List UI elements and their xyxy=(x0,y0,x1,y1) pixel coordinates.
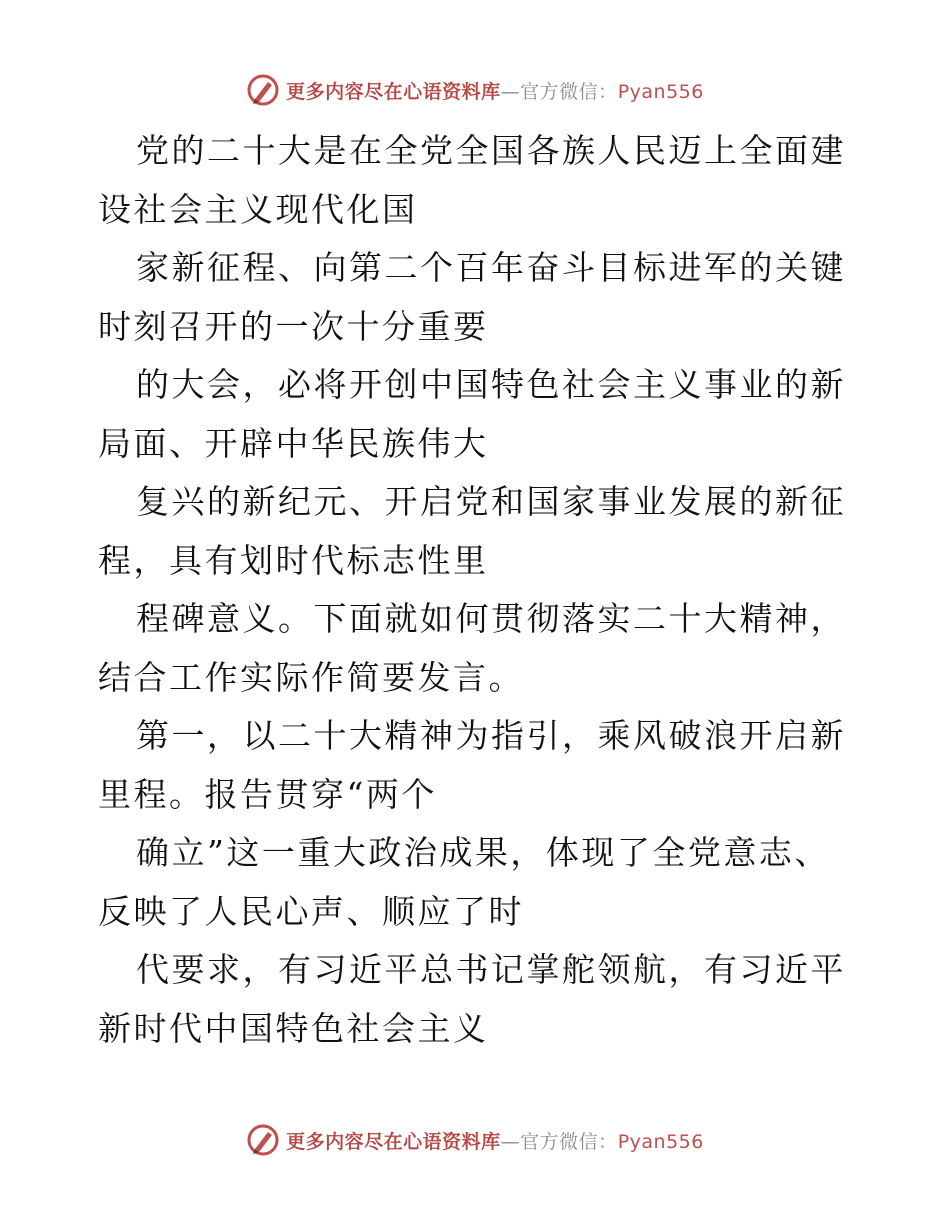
footer-banner-text xyxy=(286,1127,704,1154)
paragraph: 第一，以二十大精神为指引，乘风破浪开启新里程。报告贯穿“两个 xyxy=(98,716,846,814)
pen-logo-icon xyxy=(246,1123,280,1157)
footer-wechat-label: 官方微信： xyxy=(520,1130,618,1153)
footer-separator: — xyxy=(500,1130,521,1153)
paragraph: 家新征程、向第二个百年奋斗目标进军的关键时刻召开的一次十分重要 xyxy=(98,248,846,346)
header-wechat-id: Pyan556 xyxy=(617,80,704,103)
footer-wechat-id: Pyan556 xyxy=(617,1130,704,1153)
footer-banner xyxy=(0,1120,950,1160)
pen-logo-icon xyxy=(246,73,280,107)
paragraph: 党的二十大是在全党全国各族人民迈上全面建设社会主义现代化国 xyxy=(98,131,846,229)
paragraph: 代要求，有习近平总书记掌舵领航，有习近平新时代中国特色社会主义 xyxy=(98,950,846,1048)
header-banner xyxy=(0,70,950,110)
paragraph: 确立”这一重大政治成果，体现了全党意志、反映了人民心声、顺应了时 xyxy=(98,833,830,931)
paragraph: 的大会，必将开创中国特色社会主义事业的新局面、开辟中华民族伟大 xyxy=(98,365,846,463)
header-site-text: 更多内容尽在心语资料库 xyxy=(286,80,501,103)
document-body xyxy=(98,122,858,1058)
header-separator: — xyxy=(500,80,521,103)
header-wechat-label: 官方微信： xyxy=(520,80,618,103)
footer-site-text: 更多内容尽在心语资料库 xyxy=(286,1130,501,1153)
paragraph: 程碑意义。下面就如何贯彻落实二十大精神，结合工作实际作简要发言。 xyxy=(98,599,846,697)
paragraph: 复兴的新纪元、开启党和国家事业发展的新征程，具有划时代标志性里 xyxy=(98,482,846,580)
header-banner-text xyxy=(286,77,704,104)
